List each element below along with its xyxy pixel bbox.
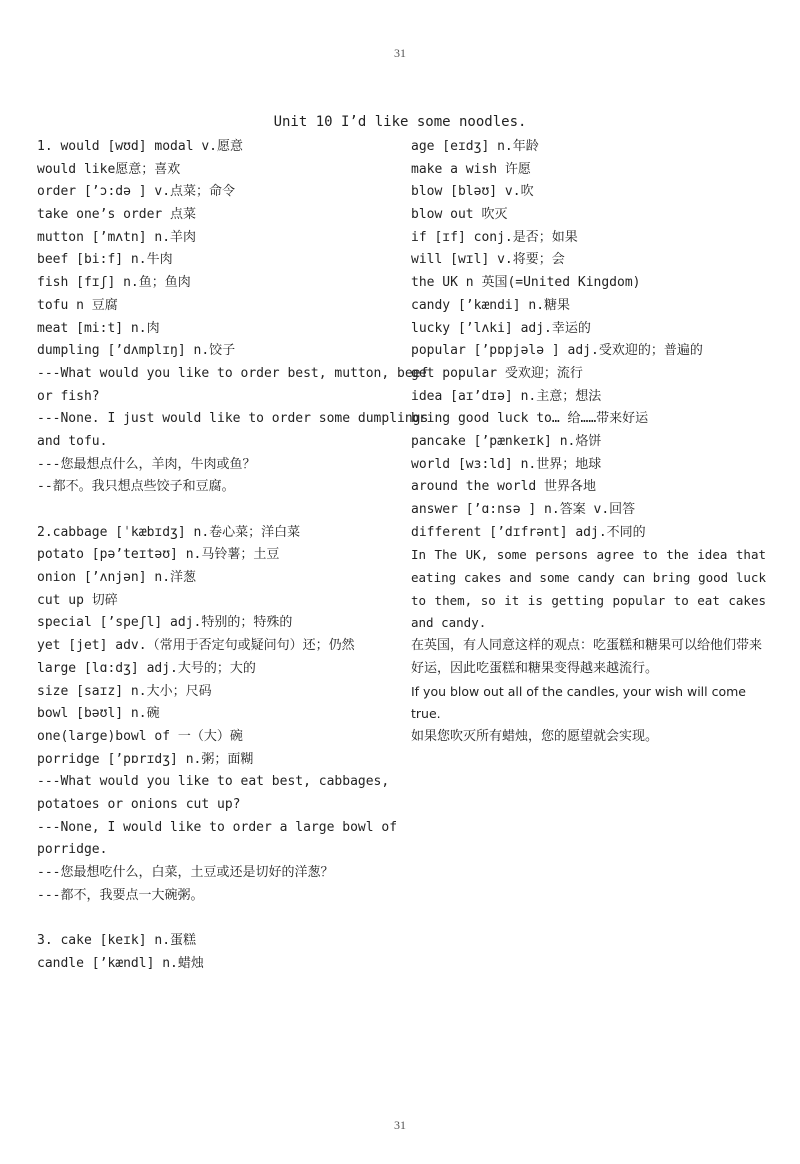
right-column bbox=[411, 136, 766, 749]
right-vocab-line: bring good luck to… 给……带来好运 bbox=[411, 411, 649, 427]
right-vocab-line: get popular 受欢迎；流行 bbox=[411, 365, 583, 381]
left-vocab-line: ---您最想吃什么，白菜，土豆或还是切好的洋葱？ bbox=[37, 865, 334, 880]
left-vocab-line: ---您最想点什么，羊肉，牛肉或鱼？ bbox=[37, 456, 256, 472]
right-vocab-line: make a wish 许愿 bbox=[411, 161, 531, 177]
right-vocab-line: will [wɪl] v.将要；会 bbox=[411, 252, 565, 268]
left-vocab-line: ---What would you like to eat best, cabbages, bbox=[37, 774, 390, 790]
left-vocab-line: porridge. bbox=[37, 842, 108, 858]
right-vocab-line: around the world 世界各地 bbox=[411, 479, 597, 495]
left-vocab-line: 2.cabbage [ˈkæbɪdʒ] n.卷心菜；洋白菜 bbox=[37, 524, 301, 540]
example-paragraph-zh-1: 在英国，有人同意这样的观点：吃蛋糕和糖果可以给他们带来好运，因此吃蛋糕和糖果变得越来越流行。 bbox=[411, 638, 763, 676]
right-vocab-line: world [wɜ:ld] n.世界；地球 bbox=[411, 456, 602, 472]
right-vocab-line: candy [’kændi] n.糖果 bbox=[411, 297, 571, 313]
right-vocab-line: blow [bləʊ] v.吹 bbox=[411, 184, 534, 200]
right-vocab-list bbox=[411, 136, 766, 544]
left-vocab-line: ---都不，我要点一大碗粥。 bbox=[37, 887, 204, 903]
left-vocab-line: --都不。我只想点些饺子和豆腐。 bbox=[37, 479, 235, 495]
left-vocab-line: mutton [’mʌtn] n.羊肉 bbox=[37, 229, 197, 245]
right-vocab-line: different [’dɪfrənt] adj.不同的 bbox=[411, 524, 646, 540]
left-vocab-spacer bbox=[37, 499, 387, 522]
left-vocab-line: fish [fɪʃ] n.鱼；鱼肉 bbox=[37, 275, 191, 291]
left-vocab-line: order [’ɔ:də ] v.点菜；命令 bbox=[37, 184, 236, 200]
left-vocab-line: onion [’ʌnjən] n.洋葱 bbox=[37, 570, 197, 586]
left-vocab-line: beef [bi:f] n.牛肉 bbox=[37, 252, 173, 268]
left-vocab-line: bowl [bəʊl] n.碗 bbox=[37, 706, 160, 722]
left-vocab-line: meat [mi:t] n.肉 bbox=[37, 320, 160, 336]
left-vocab-line: one(large)bowl of 一（大）碗 bbox=[37, 728, 243, 744]
left-vocab-line: ---What would you like to order best, mutton, beef bbox=[37, 365, 429, 381]
left-vocab-line: dumpling [’dʌmplɪŋ] n.饺子 bbox=[37, 343, 236, 359]
left-vocab-line: potato [pə’teɪtəʊ] n.马铃薯；土豆 bbox=[37, 547, 280, 563]
left-vocab-line: take one’s order 点菜 bbox=[37, 207, 197, 223]
left-vocab-line: 1. would [wʊd] modal v.愿意 bbox=[37, 139, 244, 154]
right-vocab-line: idea [aɪ’dɪə] n.主意；想法 bbox=[411, 388, 602, 404]
page-number-top: 31 bbox=[394, 46, 406, 60]
left-vocab-line: potatoes or onions cut up? bbox=[37, 796, 241, 812]
left-vocab-line: special [’speʃl] adj.特别的；特殊的 bbox=[37, 615, 293, 631]
left-vocab-line: size [saɪz] n.大小；尺码 bbox=[37, 683, 212, 699]
right-vocab-line: lucky [’lʌki] adj.幸运的 bbox=[411, 320, 591, 336]
example-paragraph-zh-2: 如果您吹灭所有蜡烛，您的愿望就会实现。 bbox=[411, 729, 659, 744]
right-vocab-line: blow out 吹灭 bbox=[411, 207, 508, 223]
right-vocab-line: answer [’ɑ:nsə ] n.答案 v.回答 bbox=[411, 502, 636, 517]
left-vocab-line: ---None. I just would like to order some dumplings bbox=[37, 411, 429, 427]
left-vocab-line: and tofu. bbox=[37, 433, 108, 449]
page-title: Unit 10 I’d like some noodles. bbox=[273, 114, 527, 130]
left-vocab-line: would like愿意；喜欢 bbox=[37, 161, 181, 177]
right-vocab-line: age [eɪdʒ] n.年龄 bbox=[411, 139, 539, 154]
left-column bbox=[37, 136, 429, 975]
left-vocab-spacer bbox=[37, 907, 387, 930]
example-paragraph-en-2: If you blow out all of the candles, your wish will come true. bbox=[411, 683, 746, 722]
left-vocab-line: yet [jet] adv.（常用于否定句或疑问句）还；仍然 bbox=[37, 638, 355, 654]
left-vocab-line: tofu n 豆腐 bbox=[37, 297, 118, 313]
left-vocab-line: cut up 切碎 bbox=[37, 592, 118, 608]
right-vocab-line: pancake [’pænkeɪk] n.烙饼 bbox=[411, 433, 602, 449]
left-vocab-line: ---None, I would like to order a large bowl of bbox=[37, 819, 398, 835]
left-vocab-line: large [lɑ:dʒ] adj.大号的；大的 bbox=[37, 660, 256, 676]
right-vocab-line: if [ɪf] conj.是否；如果 bbox=[411, 229, 578, 245]
right-vocab-line: the UK n 英国(=United Kingdom) bbox=[411, 275, 641, 291]
left-vocab-line: 3. cake [keɪk] n.蛋糕 bbox=[37, 933, 197, 949]
right-vocab-line: popular [’pɒpjələ ] adj.受欢迎的；普遍的 bbox=[411, 343, 703, 359]
page-number-bottom: 31 bbox=[394, 1118, 406, 1132]
left-vocab-line: candle [’kændl] n.蜡烛 bbox=[37, 955, 204, 971]
left-vocab-line: or fish? bbox=[37, 388, 100, 404]
left-vocab-line: porridge [’pɒrɪdʒ] n.粥；面糊 bbox=[37, 751, 254, 767]
example-paragraph-en-1: In The UK, some persons agree to the idea that eating cakes and some candy can bring good luck to them, so it is getting popular to eat cakes and candy. bbox=[411, 547, 766, 631]
